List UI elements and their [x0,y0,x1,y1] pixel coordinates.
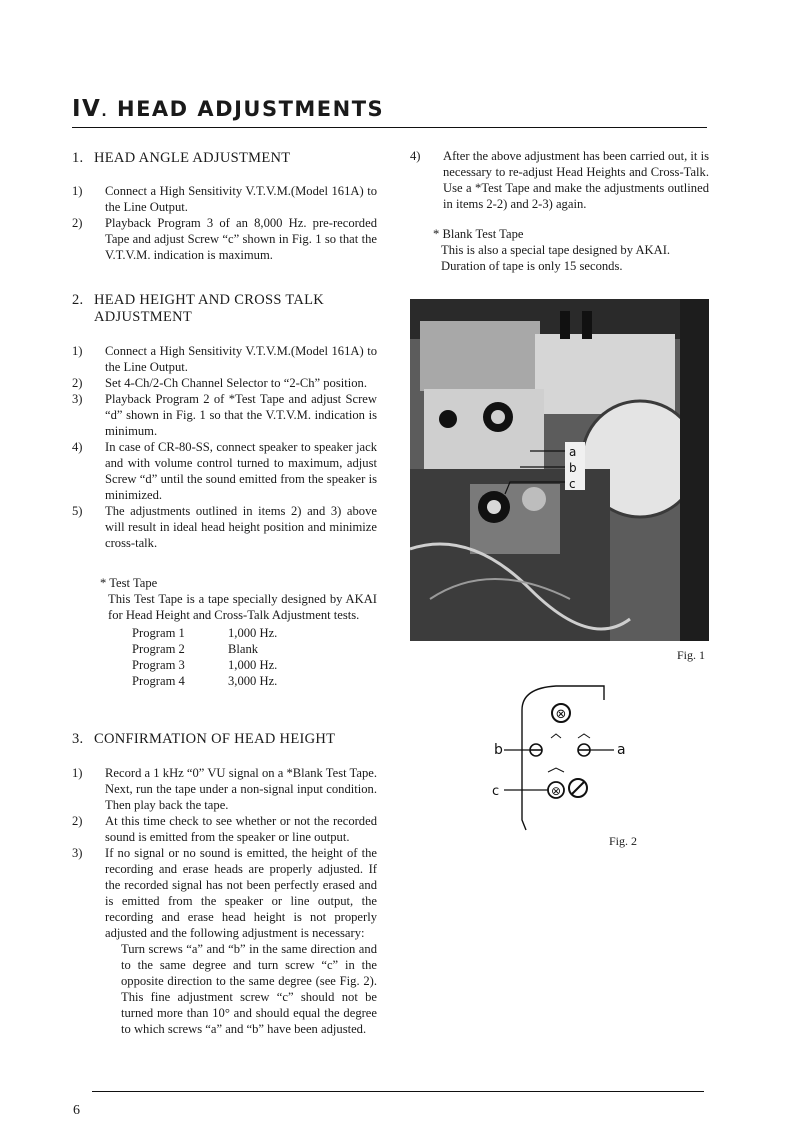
chapter-title [72,96,384,122]
list-item: 2) Set 4-Ch/2-Ch Channel Selector to “2-Ch” position. [72,376,367,390]
section-2 [72,292,377,551]
table-row: Program 3 1,000 Hz. [132,658,278,672]
fig1-photo-drawing [410,299,709,641]
section-1-number: 1. [72,150,84,166]
test-tape-note-title: * Test Tape [100,576,158,590]
section-2-number: 2. [72,292,84,308]
list-item: 1) Record a 1 kHz “0” VU signal on a *Blank Test Tape. Next, run the tape under a non-signal input condition. Then play back the tape. [72,766,377,812]
test-tape-note-body: This Test Tape is a tape specially designed by AKAI for Head Height and Cross-Talk Adjustment tests. [108,592,377,622]
fig1-photo [410,299,709,641]
footer-rule [92,1091,704,1092]
fig1-callout-c: c [569,477,576,491]
list-item: 3) If no signal or no sound is emitted, the height of the recording and erase heads are properly adjusted. If the recorded signal has not been perfectly erased and is emitted from the speaker or line output, the recording and erase head height is not properly adjusted and the following adjustment is necessary: [72,846,377,940]
header-rule [72,127,707,128]
section-3 [72,731,377,1037]
test-tape-note [100,575,377,689]
list-item: 1) Connect a High Sensitivity V.T.V.M.(Model 161A) to the Line Output. [72,344,377,374]
fig2-diagram [486,680,636,840]
section-1-title-text: HEAD ANGLE ADJUSTMENT [94,150,291,166]
blank-tape-note-title: * Blank Test Tape [433,227,524,241]
blank-tape-note: * Blank Test Tape This is also a special tape designed by AKAI. Duration of tape is only 15 seconds. [433,226,709,274]
table-row: Program 1 1,000 Hz. [132,626,278,640]
list-item: 4) After the above adjustment has been carried out, it is necessary to re-adjust Head Heights and Cross-Talk. Use a *Test Tape and make the adjustments outlined in items 2-2) and 2-3) again. [410,149,709,211]
table-row: Program 2 Blank [132,642,259,656]
list-item: 5) The adjustments outlined in items 2) and 3) above will result in ideal head height position and minimize cross-talk. [72,504,377,550]
section-3-items [72,765,377,1037]
section-1-items [72,183,377,263]
list-item: 2) Playback Program 3 of an 8,000 Hz. pre-recorded Tape and adjust Screw “c” shown in Fig. 1 so that the V.T.V.M. indication is maximum. [72,216,377,262]
section-2-items [72,343,377,551]
fig2-drawing [486,680,636,840]
fig2-callout-c: c [492,784,500,799]
section-1 [72,150,377,263]
fig2-callout-a: a [617,742,626,758]
svg-text:⊗: ⊗ [555,707,567,722]
section-1-title [72,150,377,167]
list-item: 4) In case of CR-80-SS, connect speaker to speaker jack and with volume control turned to maximum, adjust Screw “d” until the sound emitted from the speaker is minimized. [72,440,377,502]
chapter-roman: IV [72,96,102,122]
section-2-title: 2. HEAD HEIGHT AND CROSS TALK ADJUSTMENT [72,292,325,325]
list-item: 1) Connect a High Sensitivity V.T.V.M.(Model 161A) to the Line Output. [72,184,377,214]
section-2-item-4 [410,148,709,212]
fig1-callout-a: a [569,445,577,459]
section-3-title: 3. CONFIRMATION OF HEAD HEIGHT [72,731,336,747]
page-number: 6 [73,1103,80,1118]
list-item: 3) Playback Program 2 of *Test Tape and adjust Screw “d” shown in Fig. 1 so that the V.T.V.M. indication is minimum. [72,392,377,438]
program-table [132,625,277,689]
fig1-callout-b: b [569,461,577,475]
fig2-label: Fig. 2 [609,834,638,848]
fig1-label: Fig. 1 [677,648,706,662]
chapter-dot: . [101,104,109,120]
section-3-number: 3. [72,731,84,747]
chapter-title-text: HEAD ADJUSTMENTS [117,97,385,121]
list-item: 2) At this time check to see whether or not the recorded sound is emitted from the speaker or line output. [72,814,377,844]
table-row: Program 4 3,000 Hz. [132,674,278,688]
svg-text:⊗: ⊗ [550,784,562,798]
adjustment-instructions: Turn screws “a” and “b” in the same direction and to the same degree and turn screw “c” in the opposite direction to the same degree (see Fig. 2). This fine adjustment screw “c” should not be turned more than 10° and should equal the degree to which screws “a” and “b” have been adjusted. [121,942,377,1036]
fig2-callout-b: b [494,742,503,758]
